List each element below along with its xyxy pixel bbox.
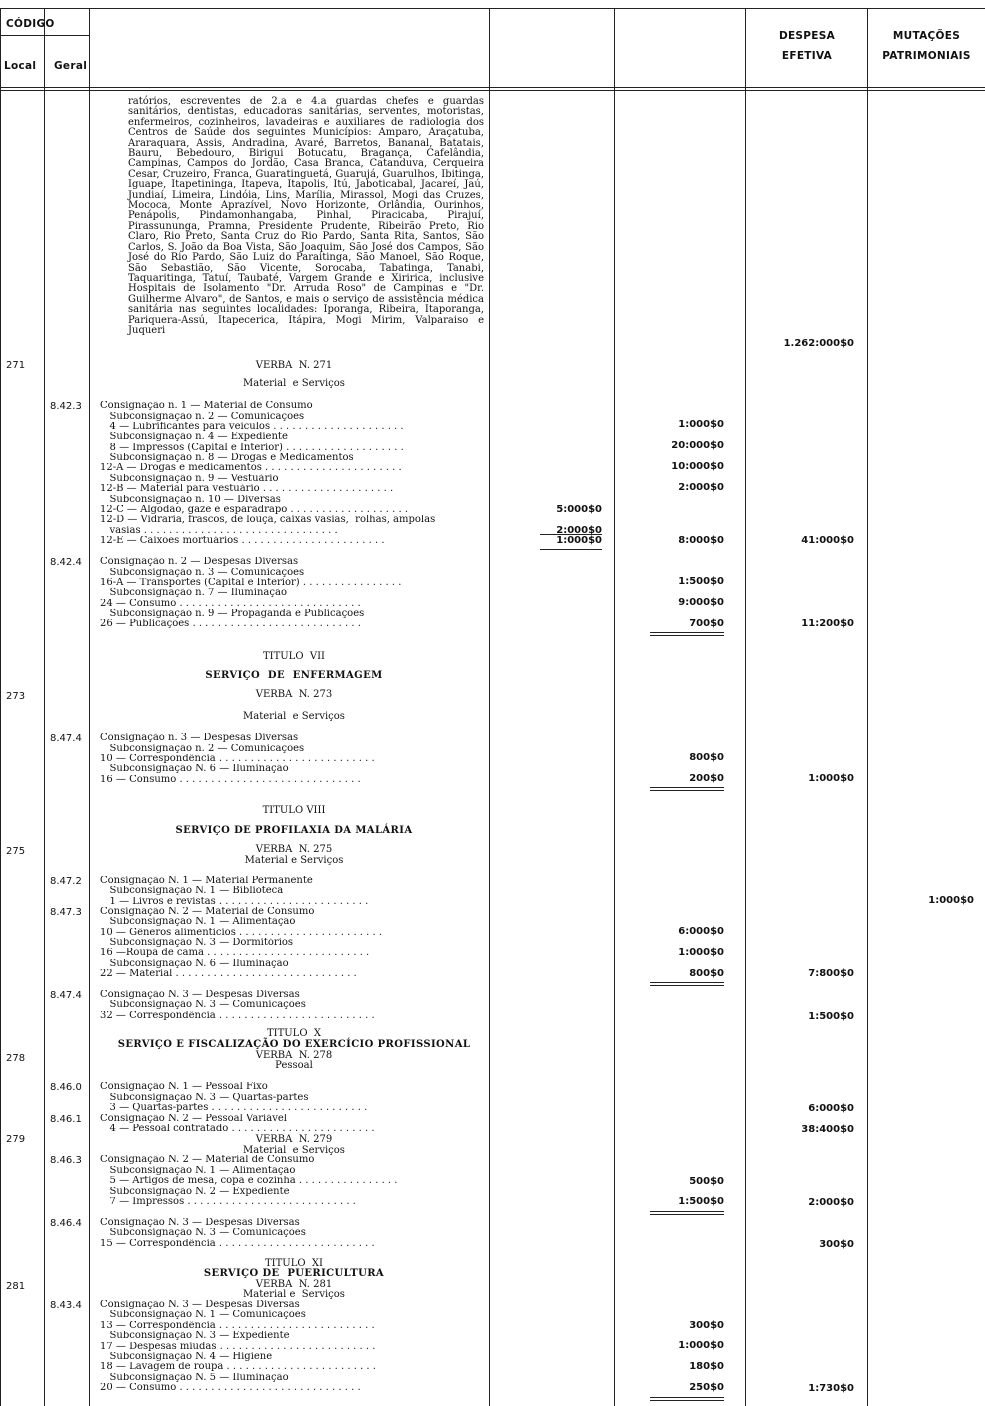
line-item: Consignação N. 3 — Despesas Diversas (100, 990, 300, 1000)
amount-total: 6:000$0 (808, 1103, 854, 1114)
header-efetiva: EFETIVA (781, 50, 833, 62)
total-rule (650, 632, 724, 636)
line-item: 10 — Correspondência . . . . . . . . . . . . . . . . . . . . . . . . . (100, 754, 375, 764)
line-item: Consignação N. 3 — Despesas Diversas (100, 1300, 300, 1310)
header-despesa: DESPESA (778, 30, 836, 42)
titulo-heading: TITULO VII (262, 651, 326, 662)
line-item: Consignação n. 3 — Despesas Diversas (100, 733, 299, 743)
line-item: Subconsignação n. 10 — Diversas (100, 495, 281, 505)
line-item: 13 — Correspondência . . . . . . . . . . . . . . . . . . . . . . . . . (100, 1321, 375, 1331)
amount: 300$0 (689, 1320, 724, 1331)
line-item: 12-B — Material para vestuário . . . . . . . . . . . . . . . . . . . . . (100, 484, 394, 494)
line-item: 8 — Impressos (Capital e Interior) . . . . . . . . . . . . . . . . . . . (100, 443, 404, 453)
amount: 9:000$0 (678, 597, 724, 608)
line-item: Subconsignação N. 3 — Dormitórios (100, 938, 294, 948)
verba-subtitle: Pessoal (275, 1060, 313, 1071)
line-item: Subconsignação n. 2 — Comunicações (100, 412, 305, 422)
line-item: 12-D — Vidraria, frascos, de louça, caixas vasias, rolhas, ampolas (100, 515, 436, 525)
amount: 500$0 (689, 1176, 724, 1187)
amount: 1:000$0 (678, 1340, 724, 1351)
amount-total: 41:000$0 (801, 535, 854, 546)
verba-subtitle: Material e Serviços (243, 1145, 345, 1156)
line-item: 16 —Roupa de cama . . . . . . . . . . . . . . . . . . . . . . . . . . (100, 948, 370, 958)
line-item: Subconsignação n. 9 — Vestuário (100, 474, 279, 484)
line-item: 12-E — Caixões mortuários . . . . . . . . . . . . . . . . . . . . . . . (100, 536, 385, 546)
line-item: Subconsignação N. 1 — Comunicações (100, 1310, 306, 1320)
amount: 800$0 (689, 752, 724, 763)
line-item: Subconsignação n. 2 — Comunicações (100, 744, 305, 754)
intro-paragraph: ratórios, escreventes de 2.a e 4.a guardas chefes e guardas sanitários, dentistas, educadoras sanitárias, serventes, motoristas, enfermeiros, cozinheiros, lavadeiras e auxiliares de radiologia dos Centros de Saúde dos seguintes Municípios: Amparo, Araçatuba, Araraquara, Assis, Andradina, Avaré, Barretos, Bananal, Batatais, Bauru, Bebedouro, Birigui Botucatu, Bragança, Cafelândia, Campinas, Campos do Jordão, Casa Branca, Catanduva, Cerqueira Cesar, Cruzeiro, Franca, Guaratinguetá, Guarujá, Guarulhos, Ibitinga, Iguape, Itapetininga, Itapeva, Itapolis, Itú, Jaboticabal, Jacareí, Jaú, Jundiaí, Limeira, Lindóia, Lins, Marília, Mirassol, Mogi das Cruzes, Mococa, Monte Aprazível, Novo Horizonte, Orlândia, Ourinhos, Penápolis, Pindamonhangaba, Pinhal, Piracicaba, Pirajuí, Pirassununga, Pramna, Presidente Prudente, Ribeirão Preto, Rio Claro, Rio Preto, Santa Cruz do Rio Pardo, Santa Rita, Santos, São Carlos, S. João da Boa Vista, São Joaquim, São José dos Campos, São José do Rio Pardo, São Luiz do Paraitinga, São Manoel, São Roque, São Sebastião, São Vicente, Sorocaba, Tabatinga, Tanabi, Taquaritinga, Tatuí, Taubaté, Vargem Grande e Xiririca, inclusive Hospitais de Isolamento "Dr. Arruda Roso" de Campinas e "Dr. Guilherme Alvaro", de Santos, e mais o serviço de assistência médica sanitária nas seguintes localidades: Iporanga, Ribeira, Itaporanga, Pariquera-Assú, Itapecerica, Itápira, Mogi Mirim, Valparaiso e Juqueri (128, 96, 484, 336)
line-item: 1 — Livros e revistas . . . . . . . . . . . . . . . . . . . . . . . . (100, 897, 369, 907)
amount: 2:000$0 (556, 525, 602, 536)
titulo-heading: TITULO VIII (262, 805, 326, 816)
line-item: Consignação N. 2 — Pessoal Variável (100, 1114, 287, 1124)
amount: 180$0 (689, 1361, 724, 1372)
col-rule (489, 8, 490, 1406)
local-code: 281 (6, 1281, 26, 1292)
servico-heading: SERVIÇO DE PUERICULTURA (203, 1268, 385, 1279)
geral-code: 8.42.3 (50, 401, 82, 412)
line-item: Subconsignação N. 4 — Higiene (100, 1352, 273, 1362)
geral-code: 8.43.4 (50, 1300, 82, 1311)
verba-title: VERBA N. 279 (255, 1134, 333, 1145)
amount: 1:500$0 (678, 576, 724, 587)
line-item: Consignação n. 2 — Despesas Diversas (100, 557, 299, 567)
line-item: Subconsignação N. 1 — Alimentação (100, 917, 296, 927)
servico-heading: SERVIÇO E FISCALIZAÇÃO DO EXERCÍCIO PROFISSIONAL (117, 1039, 471, 1050)
col-rule (867, 8, 868, 1406)
amount: 700$0 (689, 618, 724, 629)
line-item: Subconsignação n. 4 — Expediente (100, 432, 288, 442)
geral-code: 8.46.4 (50, 1218, 82, 1229)
col-rule (0, 8, 1, 1406)
total-rule (650, 1397, 724, 1401)
col-rule (745, 8, 746, 1406)
amount: 800$0 (689, 968, 724, 979)
amount-total: 11:200$0 (801, 618, 854, 629)
line-item: Subconsignação N. 6 — Iluminação (100, 959, 289, 969)
local-code: 275 (6, 846, 26, 857)
amount: 250$0 (689, 1382, 724, 1393)
line-item: Subconsignação n. 9 — Propaganda e Publicações (100, 609, 365, 619)
verba-subtitle: Material e Serviços (243, 378, 345, 389)
line-item: 3 — Quartas-partes . . . . . . . . . . . . . . . . . . . . . . . . . (100, 1103, 368, 1113)
verba-title: VERBA N. 278 (255, 1050, 333, 1061)
total-rule (650, 787, 724, 791)
header-geral: Geral (54, 60, 88, 72)
local-code: 271 (6, 360, 26, 371)
amount: 20:000$0 (671, 440, 724, 451)
amount: 1:500$0 (678, 1196, 724, 1207)
geral-code: 8.46.1 (50, 1114, 82, 1125)
amount-total: 38:400$0 (801, 1124, 854, 1135)
local-code: 278 (6, 1053, 26, 1064)
line-item: vasias . . . . . . . . . . . . . . . . . . . . . . . . . . . . . . . (100, 526, 338, 536)
header-bottom-rule (0, 87, 985, 88)
verba-title: VERBA N. 271 (255, 360, 333, 371)
amount: 1:000$0 (678, 947, 724, 958)
geral-code: 8.42.4 (50, 557, 82, 568)
line-item: 24 — Consumo . . . . . . . . . . . . . . . . . . . . . . . . . . . . . (100, 599, 361, 609)
header-patrimoniais: PATRIMONIAIS (882, 50, 971, 62)
line-item: 16-A — Transportes (Capital e Interior) . . . . . . . . . . . . . . . . (100, 578, 402, 588)
geral-code: 8.47.3 (50, 907, 82, 918)
geral-code: 8.47.4 (50, 733, 82, 744)
amount: 5:000$0 (556, 504, 602, 515)
line-item: 16 — Consumo . . . . . . . . . . . . . . . . . . . . . . . . . . . . . (100, 775, 361, 785)
geral-code: 8.47.2 (50, 876, 82, 887)
total-rule (650, 982, 724, 986)
line-item: Subconsignação N. 2 — Expediente (100, 1187, 290, 1197)
line-item: 17 — Despesas miudas . . . . . . . . . . . . . . . . . . . . . . . . . (100, 1342, 376, 1352)
amount: 1:000$0 (678, 419, 724, 430)
amount: 1:000$0 (556, 535, 602, 546)
codigo-rule (0, 35, 89, 36)
header-codigo: CÓDIGO (6, 18, 55, 30)
amount-total: 7:800$0 (808, 968, 854, 979)
subtotal-rule (540, 549, 602, 550)
line-item: 10 — Gêneros alimentícios . . . . . . . . . . . . . . . . . . . . . . . (100, 928, 383, 938)
geral-code: 8.46.0 (50, 1082, 82, 1093)
line-item: Subconsignação N. 6 — Iluminação (100, 764, 289, 774)
line-item: Subconsignação N. 1 — Biblioteca (100, 886, 284, 896)
line-item: 26 — Publicações . . . . . . . . . . . . . . . . . . . . . . . . . . . (100, 619, 361, 629)
line-item: 4 — Pessoal contratado . . . . . . . . . . . . . . . . . . . . . . . (100, 1124, 375, 1134)
col-rule (89, 8, 90, 1406)
geral-code: 8.46.3 (50, 1155, 82, 1166)
line-item: 12-C — Algodão, gaze e esparadrapo . . . . . . . . . . . . . . . . . . . (100, 505, 409, 515)
line-item: 5 — Artigos de mesa, copa e cozinha . . . . . . . . . . . . . . . . (100, 1176, 398, 1186)
amount: 200$0 (689, 773, 724, 784)
top-rule (0, 8, 985, 9)
amount-patrimonial: 1:000$0 (928, 895, 974, 906)
amount-total: 2:000$0 (808, 1197, 854, 1208)
amount: 2:000$0 (678, 482, 724, 493)
amount: 8:000$0 (678, 535, 724, 546)
line-item: 4 — Lubrificantes para veículos . . . . . . . . . . . . . . . . . . . . . (100, 422, 404, 432)
col-rule (44, 8, 45, 1406)
line-item: 20 — Consumo . . . . . . . . . . . . . . . . . . . . . . . . . . . . . (100, 1383, 361, 1393)
line-item: Consignação N. 1 — Material Permanente (100, 876, 313, 886)
amount: 10:000$0 (671, 461, 724, 472)
line-item: Subconsignação N. 1 — Alimentação (100, 1166, 296, 1176)
amount-total: 1:500$0 (808, 1011, 854, 1022)
verba-title: VERBA N. 275 (255, 844, 333, 855)
total-rule (650, 1211, 724, 1215)
line-item: 22 — Material . . . . . . . . . . . . . . . . . . . . . . . . . . . . . (100, 969, 357, 979)
line-item: Subconsignação N. 3 — Comunicações (100, 1000, 306, 1010)
verba-subtitle: Material e Serviços (244, 855, 344, 866)
line-item: Subconsignação N. 5 — Iluminação (100, 1373, 289, 1383)
line-item: 7 — Impressos . . . . . . . . . . . . . . . . . . . . . . . . . . . (100, 1197, 356, 1207)
line-item: Consignação N. 3 — Despesas Diversas (100, 1218, 300, 1228)
line-item: Subconsignação n. 3 — Comunicações (100, 568, 305, 578)
header-bottom-rule-2 (0, 90, 985, 91)
header-mutacoes: MUTAÇÕES (892, 30, 961, 42)
line-item: Subconsignação n. 7 — Iluminação (100, 588, 287, 598)
titulo-heading: TITULO XI (265, 1258, 323, 1269)
line-item: 18 — Lavagem de roupa . . . . . . . . . . . . . . . . . . . . . . . . (100, 1362, 376, 1372)
verba-title: VERBA N. 273 (255, 689, 333, 700)
amount-total: 1:730$0 (808, 1383, 854, 1394)
line-item: Subconsignação N. 3 — Comunicações (100, 1228, 306, 1238)
intro-total: 1.262:000$0 (783, 338, 854, 349)
col-rule (614, 8, 615, 1406)
line-item: Consignação N. 1 — Pessoal Fixo (100, 1082, 268, 1092)
amount-total: 300$0 (819, 1239, 854, 1250)
verba-subtitle: Material e Serviços (243, 711, 345, 722)
line-item: 12-A — Drogas e medicamentos . . . . . . . . . . . . . . . . . . . . . . (100, 463, 402, 473)
verba-title: VERBA N. 281 (255, 1279, 333, 1290)
header-local: Local (4, 60, 37, 72)
line-item: 32 — Correspondência . . . . . . . . . . . . . . . . . . . . . . . . . (100, 1011, 375, 1021)
titulo-heading: TITULO X (266, 1028, 322, 1039)
local-code: 279 (6, 1134, 26, 1145)
local-code: 273 (6, 691, 26, 702)
line-item: Subconsignação n. 8 — Drogas e Medicamentos (100, 453, 354, 463)
amount-total: 1:000$0 (808, 773, 854, 784)
line-item: Subconsignação N. 3 — Quartas-partes (100, 1093, 309, 1103)
line-item: Consignação N. 2 — Material de Consumo (100, 907, 315, 917)
geral-code: 8.47.4 (50, 990, 82, 1001)
line-item: 15 — Correspondência . . . . . . . . . . . . . . . . . . . . . . . . . (100, 1239, 375, 1249)
line-item: Consignação N. 2 — Material de Consumo (100, 1155, 315, 1165)
amount: 6:000$0 (678, 926, 724, 937)
servico-heading: SERVIÇO DE PROFILAXIA DA MALÁRIA (175, 825, 413, 836)
line-item: Consignação n. 1 — Material de Consumo (100, 401, 313, 411)
verba-subtitle: Material e Serviços (243, 1289, 345, 1300)
line-item: Subconsignação N. 3 — Expediente (100, 1331, 290, 1341)
servico-heading: SERVIÇO DE ENFERMAGEM (205, 670, 383, 681)
